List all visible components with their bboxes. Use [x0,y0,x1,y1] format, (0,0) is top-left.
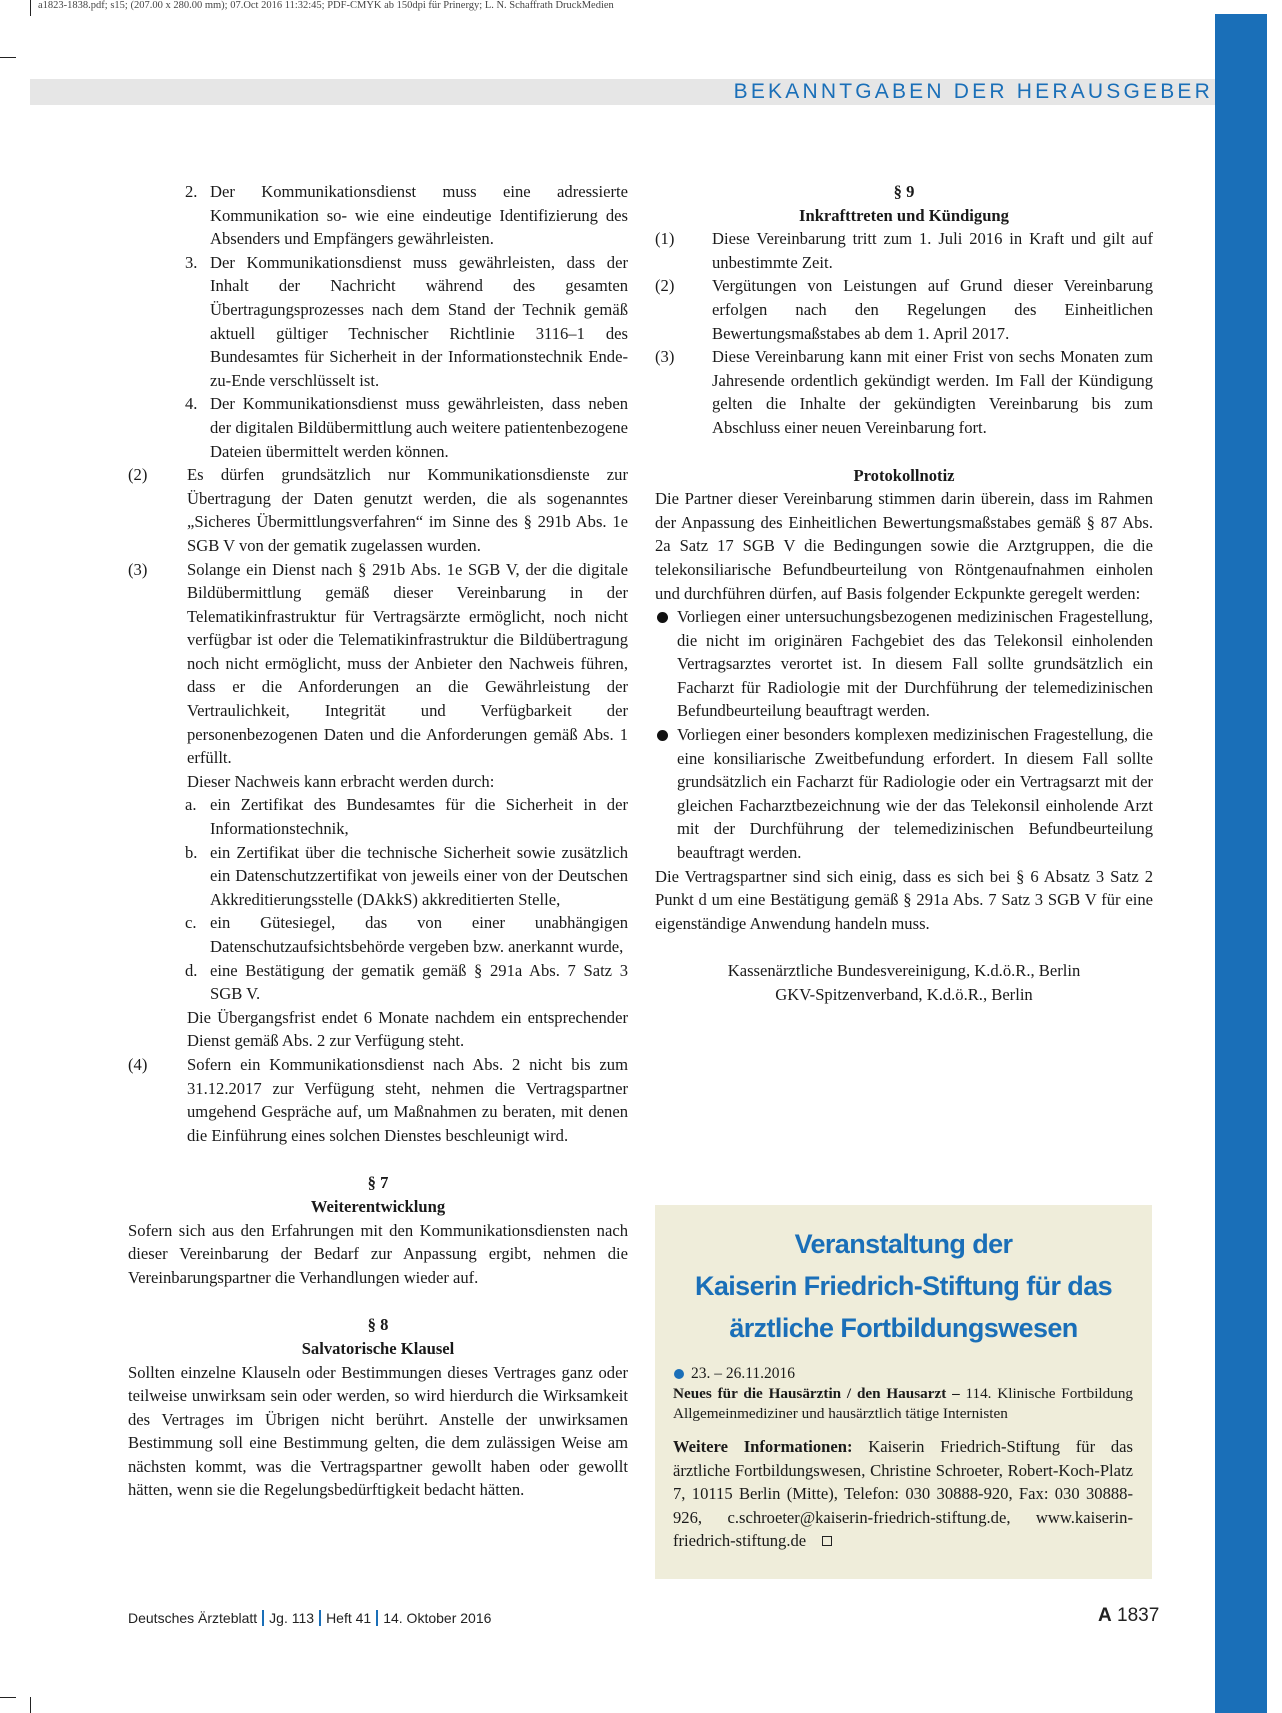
page-footer [128,1610,491,1626]
paragraph-number: (2) [128,465,148,485]
event-info-label: Weitere Informationen: [673,1437,853,1456]
event-course [673,1384,1133,1424]
section-number: § 9 [893,182,915,201]
paragraph-number: (2) [655,276,675,296]
list-text: Der Kommunikationsdienst muss eine adressierte Kommunikation so- wie eine eindeutige Identifizierung des Absenders und Empfängers gewährleisten. [210,182,628,249]
paragraph-text: Vergütungen von Leistungen auf Grund dieser Vereinbarung erfolgen nach den Regelungen des Einheitlichen Bewertungsmaßstabes ab dem 1. April 2017. [712,276,1153,343]
print-slug: a1823-1838.pdf; s15; (207.00 x 280.00 mm); 07.Oct 2016 11:32:45; PDF-CMYK ab 150dpi für Prinergy; L. N. Schaffrath DruckMedien [38,0,614,11]
paragraph-text: Es dürfen grundsätzlich nur Kommunikationsdienste zur Übertragung der Daten genutzt werden, die als sogenanntes „Sicheres Übermittlungsverfahren“ im Sinne des § 291b Abs. 1e SGB V von der gematik zugelassen wurden. [187,465,628,555]
section-number: § 8 [367,1315,389,1335]
event-title-line: Veranstaltung der [794,1229,1013,1259]
list-item [128,793,628,840]
paragraph-number: (3) [128,559,148,579]
list-letter: d. [185,960,198,980]
left-column [128,180,628,1502]
list-text: Der Kommunikationsdienst muss gewährleisten, dass neben der digitalen Bildübermittlung auch weitere patientenbezogene Dateien übermittelt werden können. [210,394,628,461]
paragraph-2 [128,463,628,557]
footer-separator [376,1610,378,1626]
paragraph [655,227,1153,274]
section-heading: Inkrafttreten und Kündigung [799,205,1009,225]
page-number [1098,1605,1159,1627]
footer-separator [319,1610,321,1626]
list-item [128,959,628,1006]
journal-issue: Heft 41 [326,1610,372,1626]
bullet-icon [657,730,668,741]
event-date [673,1364,1133,1384]
list-text: Der Kommunikationsdienst muss gewährleisten, dass der Inhalt der Nachricht während des gesamten Übertragungsprozesses nach dem Stand der Technik gemäß aktuell gültiger Technischer Richtlinie 3116–1 des Bundesamtes für Sicherheit in der Informationstechnik Ende-zu-Ende verschlüsselt ist. [210,252,628,390]
side-color-bar [1215,14,1267,1713]
list-number: 2. [185,182,198,201]
event-title-line: Kaiserin Friedrich-Stiftung für das [694,1271,1113,1301]
crop-mark-top-left [30,0,31,16]
list-item [128,251,628,393]
paragraph-text: Diese Vereinbarung kann mit einer Frist von sechs Monaten zum Jahresende ordentlich gekündigt werden. Im Fall der Kündigung gelten die Inhalte der gekündigten Vereinbarung bis zum Abschluss einer neuen Vereinbarung fort. [712,347,1153,437]
list-item [128,911,628,958]
bullet-text: Vorliegen einer besonders komplexen medizinischen Fragestellung, die eine konsiliarische Zweitbefundung erfordert. In diesem Fall sollte grundsätzlich ein Facharzt für Radiologie oder ein Vertragsarzt mit der gleichen Facharztbezeichnung wie der das Telekonsil einholende Arzt mit der Durchführung der telemedizinischen Befundbeurteilung beauftragt werden. [677,725,1153,863]
protocol-note-intro: Die Partner dieser Vereinbarung stimmen darin überein, dass im Rahmen der Anpassung des Einheitlichen Bewertungsmaßstabes gemäß § 87 Abs. 2a Satz 17 SGB V die Bedingungen sowie die Arztgruppen, die die telekonsiliarische Befundbeurteilung von Röntgenaufnahmen einholen und durchführen dürfen, auf Basis folgender Eckpunkte geregelt werden: [655,489,1153,603]
journal-name: Deutsches Ärzteblatt [128,1610,258,1626]
page-prefix: A [1098,1605,1112,1626]
bullet-item [655,723,1153,865]
paragraph [655,274,1153,345]
event-date-text: 23. – 26.11.2016 [691,1365,796,1382]
paragraph-number: (3) [655,347,675,367]
protocol-note-heading: Protokollnotiz [853,465,955,485]
paragraph-text: Solange ein Dienst nach § 291b Abs. 1e SGB V, der die digitale Bildübermittlung gemäß dieser Vereinbarung in der Telematikinfrastruktur für Vertragsärzte ermöglicht, noch nicht verfügbar ist oder die Telematikinfrastruktur die Bildübertragung noch nicht ermöglicht, muss der Anbieter den Nachweis führen, dass er die Anforderungen an die Gewährleistung der Vertraulichkeit, Integrität und Verfügbarkeit der personenbezogenen Daten und die Anforderungen gemäß Abs. 1 erfüllt. [187,559,628,768]
paragraph-4 [128,1053,628,1147]
bullet-icon [657,612,668,623]
crop-mark-left [0,57,16,58]
protocol-note-outro: Die Vertragspartner sind sich einig, dass es sich bei § 6 Absatz 3 Satz 2 Punkt d um eine Bestätigung gemäß § 291a Abs. 7 Satz 3 SGB V für eine eigenständige Anwendung handeln muss. [655,866,1153,933]
event-title-line: ärztliche Fortbildungswesen [729,1313,1078,1343]
paragraph [655,345,1153,439]
list-item [128,392,628,463]
bullet-text: Vorliegen einer untersuchungsbezogenen medizinischen Fragestellung, die nicht im originären Fachgebiet des das Telekonsil einholenden Vertragsarztes verortet ist. In diesem Fall sollte grundsätzlich ein Facharzt für Radiologie mit der Durchführung der telemedizinischen Befundbeurteilung beauftragt werden. [677,607,1153,721]
journal-date: 14. Oktober 2016 [383,1610,492,1626]
end-of-article-icon [822,1536,832,1546]
list-text: ein Gütesiegel, das von einer unabhängigen Datenschutzaufsichtsbehörde vergeben bzw. anerkannt wurde, [210,913,628,956]
bullet-item [655,605,1153,723]
paragraph-text: Diese Vereinbarung tritt zum 1. Juli 2016 in Kraft und gilt auf unbestimmte Zeit. [712,229,1153,272]
crop-mark-bottom-left [0,1697,16,1698]
paragraph-3 [128,558,628,770]
page-number-value: 1837 [1117,1605,1160,1626]
paragraph-number: (4) [128,1054,148,1074]
event-info-text: Kaiserin Friedrich-Stiftung für das ärztliche Fortbildungswesen, Christine Schroeter, Robert-Koch-Platz 7, 10115 Berlin (Mitte), Telefon: 030 30888-920, Fax: 030 30888-926, c.schroeter@kaiserin-friedrich-stiftung.de, www.kaiserin-friedrich-stiftung.de [673,1437,1133,1551]
paragraph-3-intro: Dieser Nachweis kann erbracht werden durch: [187,771,495,791]
event-announcement-box [655,1205,1152,1579]
list-letter: c. [185,913,197,933]
signatory: Kassenärztliche Bundesvereinigung, K.d.ö.R., Berlin [727,961,1081,981]
signatory: GKV-Spitzenverband, K.d.ö.R., Berlin [775,985,1033,1004]
footer-separator [262,1610,264,1626]
section-heading: Weiterentwicklung [310,1196,446,1216]
section-header-bar [30,79,1215,105]
list-number: 3. [185,252,198,272]
event-course-desc: 114. Klinische Fortbildung Allgemeinmediziner und hausärztlich tätige Internisten [673,1385,1134,1422]
section-text: Sofern sich aus den Erfahrungen mit den Kommunikationsdiensten nach dieser Vereinbarung der Bedarf zur Anpassung ergibt, nehmen die Vereinbarungspartner die Verhandlungen wieder auf. [128,1220,628,1287]
list-text: eine Bestätigung der gematik gemäß § 291a Abs. 7 Satz 3 SGB V. [210,960,628,1004]
paragraph-text: Sofern ein Kommunikationsdienst nach Abs. 2 nicht bis zum 31.12.2017 zur Verfügung steht, nehmen die Vertragspartner umgehend Gespräche auf, um Maßnahmen zu beraten, mit denen die Einführung eines solchen Dienstes beschleunigt wird. [187,1054,628,1145]
event-title [655,1223,1152,1349]
crop-mark-bottom-left-v [30,1697,31,1713]
paragraph-number: (1) [655,229,675,249]
section-text: Sollten einzelne Klauseln oder Bestimmungen dieses Vertrages ganz oder teilweise unwirksam sein oder werden, so wird hierdurch die Wirksamkeit des Vertrages im Übrigen nicht berührt. Anstelle der unwirksamen Bestimmung soll eine Bestimmung gelten, die dem zulässigen Weise am nächsten kommt, was die Vertragspartner gewollt haben oder gewollt hätten, wenn sie die Regelungsbedürftigkeit bedacht hätten. [128,1362,628,1500]
section-title: BEKANNTGABEN DER HERAUSGEBER [733,80,1213,103]
list-item [128,841,628,912]
event-info [673,1435,1133,1553]
journal-volume: Jg. 113 [269,1610,315,1626]
list-letter: a. [185,795,197,815]
paragraph-3-outro: Die Übergangsfrist endet 6 Monate nachdem ein entsprechender Dienst gemäß Abs. 2 zur Verfügung steht. [187,1007,628,1051]
right-column [655,180,1153,1007]
section-heading: Salvatorische Klausel [301,1338,455,1358]
list-letter: b. [185,842,198,862]
bullet-icon [674,1369,684,1379]
list-item [128,180,628,251]
event-body [673,1364,1133,1553]
list-text: ein Zertifikat über die technische Sicherheit sowie zusätzlich ein Datenschutzzertifikat von jeweils einer von der Deutschen Akkreditierungsstelle (DAkkS) akkreditierten Stelle, [210,842,628,909]
event-course-title: Neues für die Hausärztin / den Hausarzt – [673,1385,960,1402]
list-text: ein Zertifikat des Bundesamtes für die Sicherheit in der Informationstechnik, [210,795,628,839]
section-number: § 7 [367,1173,389,1193]
list-number: 4. [185,394,198,414]
